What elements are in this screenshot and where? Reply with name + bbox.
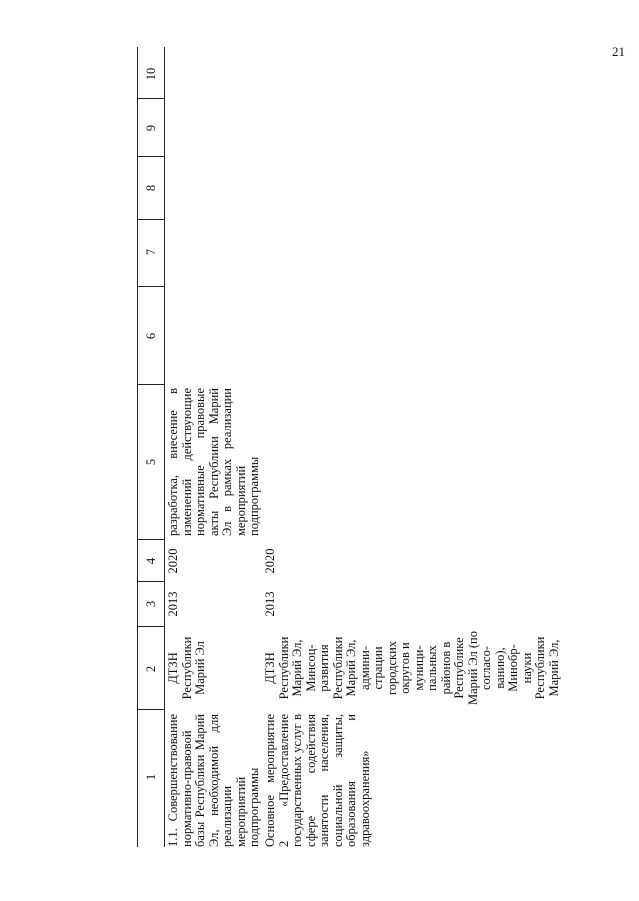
row1-measure: 1.1. Совершенствование нормативно-правовой базы Республики Марий Эл, необходимой для реализации мероприятий подпрограммы — [166, 714, 261, 847]
row2-end-year: 2020 — [263, 548, 277, 574]
col-sep — [137, 581, 164, 582]
header-col-8: 8 — [144, 184, 158, 192]
header-col-1: 1 — [144, 773, 158, 781]
col-sep — [137, 156, 164, 157]
header-col-9: 9 — [144, 124, 158, 132]
row2-executor: ДТЗН Республики Марий Эл, Минсоц-развития Республики Марий Эл, админи-страции городских округов и муници-пальных районов в Республике Марий Эл (по согласо-ванию), Минобр-науки Республики Марий Эл, — [263, 631, 561, 705]
row1-end-year: 2020 — [166, 548, 180, 574]
col-sep — [137, 384, 164, 385]
row1-result: разработка, внесение в изменений действующие нормативные правовые акты Республики Марий Эл в рамках реализации мероприятий подпрограммы — [166, 388, 261, 536]
header-col-10: 10 — [144, 67, 158, 81]
table-top-line — [137, 47, 138, 847]
col-sep — [137, 709, 164, 710]
col-sep — [137, 286, 164, 287]
row2-start-year: 2013 — [263, 591, 277, 617]
header-col-6: 6 — [144, 332, 158, 340]
row1-start-year: 2013 — [166, 591, 180, 617]
header-bottom-line — [164, 47, 165, 847]
header-col-7: 7 — [144, 248, 158, 256]
col-sep — [137, 626, 164, 627]
row2-measure: Основное мероприятие 2 «Предоставление государственных услуг в сфере содействия занятости населения, социальной защиты, образования и здравоохранения» — [263, 714, 372, 847]
header-col-3: 3 — [144, 600, 158, 608]
col-sep — [137, 539, 164, 540]
page-number: 21 — [612, 44, 625, 59]
header-col-5: 5 — [144, 458, 158, 466]
col-sep — [137, 219, 164, 220]
header-col-2: 2 — [144, 665, 158, 673]
header-col-4: 4 — [144, 557, 158, 565]
row1-executor: ДТЗН Республики Марий Эл — [166, 636, 207, 700]
col-sep — [137, 98, 164, 99]
